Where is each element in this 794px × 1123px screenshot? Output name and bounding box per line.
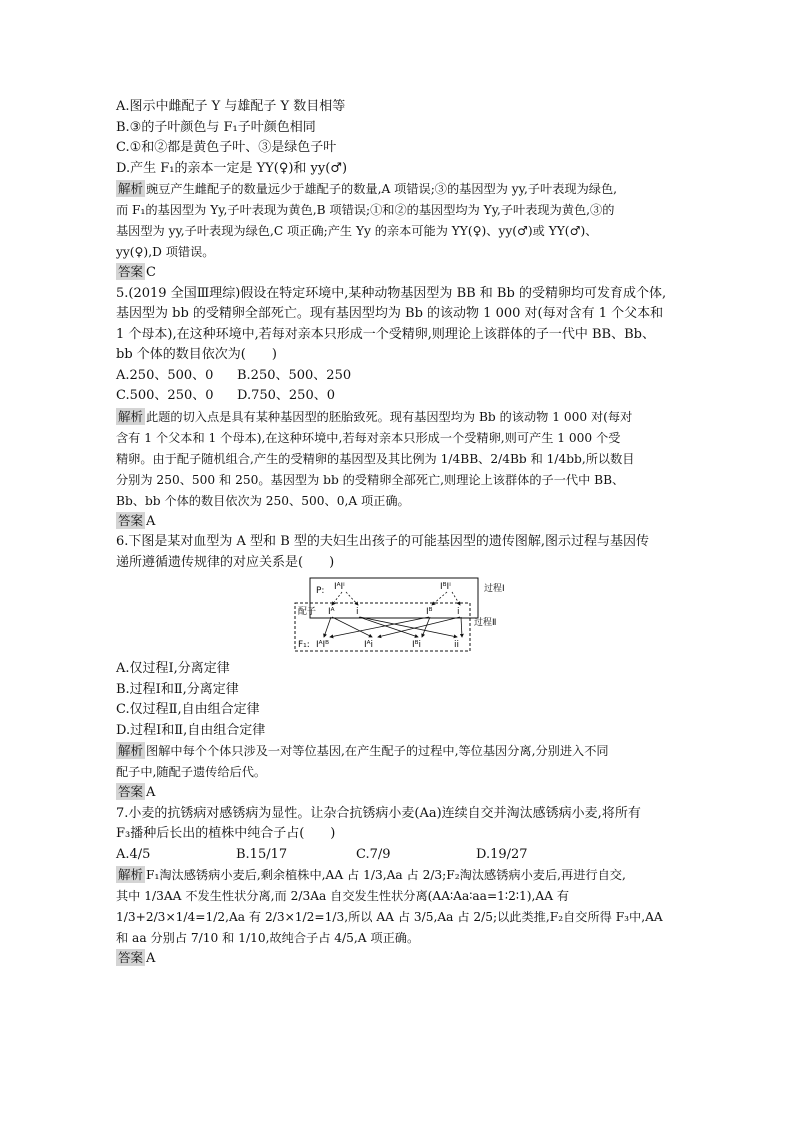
q4-answer [116,263,694,284]
q5-answer [116,512,694,533]
q6-option-a: A.仅过程Ⅰ,分离定律 [116,661,230,676]
process-2-label: 过程Ⅱ [474,618,497,628]
q5-option-d: D.750、250、0 [237,388,335,403]
q7-option-b: B.15/17 [236,846,288,862]
q7-stem [116,804,694,845]
analysis-tag: 解析 [118,867,144,882]
q7-stem-line: F₃播种后长出的植株中纯合子占( ) [116,826,336,841]
q5-options-row-1 [116,366,694,387]
gamete-2: i [356,607,359,617]
q7-analysis-line: 和 aa 分别占 7/10 和 1/10,故纯合子占 4/5,A 项正确。 [116,931,420,945]
parent-right: IᴮIⁱ [440,582,451,592]
inheritance-diagram-svg [292,576,528,654]
answer-tag: 答案 [118,512,144,528]
q5-analysis-line: 含有 1 个父本和 1 个母本),在这种环境中,若每对亲本只形成一个受精卵,则可产生 1 000 个受 [116,430,621,445]
q5-stem-line: 5.(2019 全国Ⅲ理综)假设在特定环境中,某种动物基因型为 BB 和 Bb 的受精卵均可发育成个体, [116,285,667,301]
q7-answer-value: A [146,951,156,966]
q4-option-c: C.①和②都是黄色子叶、③是绿色子叶 [116,140,337,155]
q5-analysis-line: 此题的切入点是具有某种基因型的胚胎致死。现有基因型均为 Bb 的该动物 1 000 对(每对 [146,409,633,424]
q7-option-d: D.19/27 [476,846,528,862]
q5-stem-line: 基因型为 bb 的受精卵全部死亡。现有基因型均为 Bb 的该动物 1 000 对(每对含有 1 个父本和 [116,306,664,321]
p-label: P: [316,586,325,596]
q4-answer-value: C [146,265,156,280]
q5-stem-line: bb 个体的数目依次为( ) [116,347,277,362]
q7-analysis-line: 1/3+2/3×1/4=1/2,Aa 有 2/3×1/2=1/3,所以 AA 占 3/5,Aa 占 2/5;以此类推,F₂自交所得 F₃中,AA [116,910,663,924]
q4-analysis-line: 豌豆产生雌配子的数量远少于雄配子的数量,A 项错误;③的基因型为 yy,子叶表现为绿色, [146,182,618,196]
q4-analysis [116,179,694,263]
answer-tag: 答案 [118,784,144,799]
q6-answer-value: A [146,785,156,800]
q4-option-b: B.③的子叶颜色与 F₁子叶颜色相同 [116,119,316,135]
process-1-label: 过程Ⅰ [484,584,505,594]
q6-answer [116,783,694,804]
gamete-3: Iᴮ [426,607,433,617]
analysis-tag: 解析 [118,743,144,758]
q5-analysis-line: 分别为 250、500 和 250。基因型为 bb 的受精卵全部死亡,则理论上该群体的子一代中 BB、 [116,472,625,487]
q4-option-a: A.图示中雌配子 Y 与雄配子 Y 数目相等 [116,99,346,114]
analysis-tag: 解析 [118,408,144,424]
answer-tag: 答案 [118,950,144,965]
q6-analysis-line: 配子中,随配子遗传给后代。 [116,765,267,779]
q7-option-a: A.4/5 [116,846,151,862]
q4-analysis-line: yy(♀),D 项错误。 [116,245,215,259]
offspring-4: ii [454,640,460,650]
q7-stem-line: 7.小麦的抗锈病对感锈病为显性。让杂合抗锈病小麦(Aa)连续自交并淘汰感锈病小麦,将所有 [116,805,641,821]
q5-analysis-line: 精卵。由于配子随机组合,产生的受精卵的基因型及其比例为 1/4BB、2/4Bb 和 1/4bb,所以数目 [116,451,635,466]
q4-analysis-line: 基因型为 yy,子叶表现为绿色,C 项正确;产生 Yy 的亲本可能为 YY(♀)、yy(♂)或 YY(♂)、 [116,224,598,238]
q7-options [116,845,694,866]
q5-answer-value: A [146,513,156,529]
q5-stem-line: 1 个母本),在这种环境中,若每对亲本只形成一个受精卵,则理论上该群体的子一代中 BB、Bb、 [116,326,655,342]
answer-tag: 答案 [118,264,144,279]
gamete-4: i [457,607,460,617]
q6-option-c: C.仅过程Ⅱ,自由组合定律 [116,702,260,717]
q7-answer [116,949,694,970]
offspring-2: Iᴬi [364,640,374,650]
q5-option-b: B.250、500、250 [237,367,352,383]
gamete-1: Iᴬ [328,607,335,617]
q7-analysis-line: 其中 1/3AA 不发生性状分离,而 2/3Aa 自交发生性状分离(AA∶Aa∶aa=1∶2∶1),AA 有 [116,889,570,903]
gamete-label: 配子 [298,607,317,617]
q4-options [116,97,694,179]
offspring-3: Iᴮi [412,640,422,650]
q6-option-b: B.过程Ⅰ和Ⅱ,分离定律 [116,681,239,697]
q7-analysis [116,865,694,949]
q6-options [116,659,694,741]
fertilization-arrows [324,617,462,637]
q5-stem [116,284,694,366]
q6-stem [116,532,694,573]
parent-left: IᴬIⁱ [334,582,345,592]
q7-option-c: C.7/9 [356,846,391,862]
q7-analysis-line: F₁淘汰感锈病小麦后,剩余植株中,AA 占 1/3,Aa 占 2/3;F₂淘汰感锈病小麦后,再进行自交, [146,868,626,882]
q5-options-row-2 [116,386,694,407]
q5-analysis [116,407,694,512]
q4-analysis-line: 而 F₁的基因型为 Yy,子叶表现为黄色,B 项错误;①和②的基因型均为 Yy,子叶表现为黄色,③的 [116,203,615,217]
q6-stem-line: 递所遵循遗传规律的对应关系是( ) [116,554,335,570]
q6-stem-line: 6.下图是某对血型为 A 型和 B 型的夫妇生出孩子的可能基因型的遗传图解,图示过程与基因传 [116,534,650,549]
analysis-tag: 解析 [118,181,144,196]
q6-analysis-line: 图解中每个个体只涉及一对等位基因,在产生配子的过程中,等位基因分离,分别进入不同 [146,744,609,758]
inheritance-diagram [116,576,694,656]
q5-option-a: A.250、500、0 [116,367,214,383]
q6-option-d: D.过程Ⅰ和Ⅱ,自由组合定律 [116,722,266,738]
q5-analysis-line: Bb、bb 个体的数目依次为 250、500、0,A 项正确。 [116,493,410,508]
f1-label: F₁: [298,640,310,650]
offspring-1: IᴬIᴮ [316,640,330,650]
q4-option-d: D.产生 F₁的亲本一定是 YY(♀)和 yy(♂) [116,160,348,176]
q5-option-c: C.500、250、0 [116,388,214,403]
q6-analysis [116,741,694,783]
document-content [116,97,694,970]
